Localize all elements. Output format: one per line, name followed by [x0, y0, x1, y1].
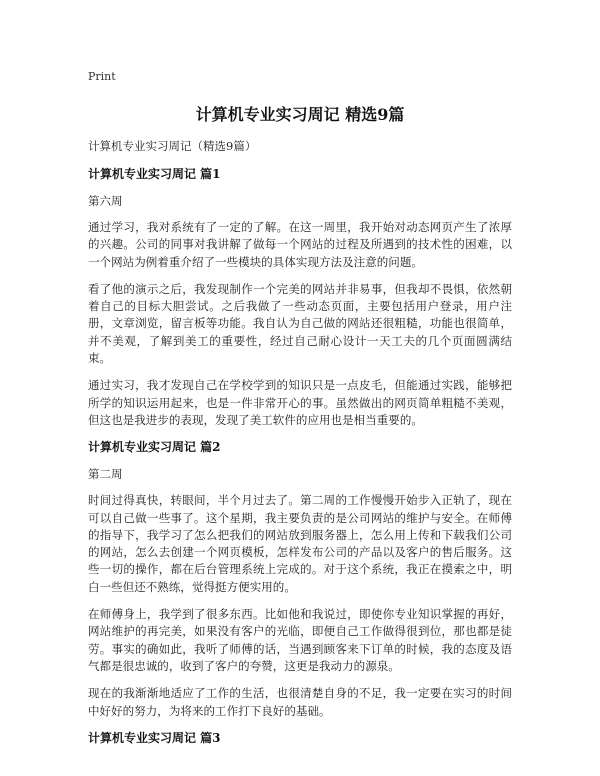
- week-label: 第二周: [88, 467, 123, 482]
- paragraph: 通过实习，我才发现自己在学校学到的知识只是一点皮毛，但能通过实践，能够把所学的知识运用起来，也是一件非常开心的事。虽然做出的网页简单粗糙不美观，但这也是我进步的表现，发现了美工软件的应用也是相当重要的。: [88, 378, 512, 427]
- section-1: [88, 166, 512, 429]
- paragraph: 通过学习，我对系统有了一定的了解。在这一周里，我开始对动态网页产生了浓厚的兴趣。公司的同事对我讲解了做每一个网站的过程及所遇到的技术性的困难，以一个网站为例着重介绍了一些模块的具体实现方法及注意的问题。: [88, 220, 512, 269]
- paragraph: 现在的我渐渐地适应了工作的生活，也很清楚自身的不足，我一定要在实习的时间中好好的努力，为将来的工作打下良好的基础。: [88, 686, 512, 718]
- week-label: 第六周: [88, 194, 123, 208]
- paragraph: 时间过得真快，转眼间，半个月过去了。第二周的工作慢慢开始步入正轨了，现在可以自己做一些事了。这个星期，我主要负责的是公司网站的维护与安全。在师傅的指导下，我学习了怎么把我们的网站放到服务器上，怎么用上传和下载我们公司的网站，怎么去创建一个网页模板，怎样发布公司的产品以及客户的售后服务。这些一切的操作，都在后台管理系统上完成的。对于这个系统，我正在摸索之中，明白一些但还不熟练，觉得挺方便实用的。: [88, 493, 512, 594]
- section-heading: 计算机专业实习周记 篇3: [88, 730, 221, 745]
- print-link[interactable]: Print: [88, 70, 116, 83]
- paragraph: 看了他的演示之后，我发现制作一个完美的网站并非易事，但我却不畏惧，依然朝着自己的目标大胆尝试。之后我做了一些动态页面，主要包括用户登录，用户注册，文章浏览，留言板等功能。我自认为自己做的网站还很粗糙，功能也很简单，并不美观，了解到美工的重要性，经过自己耐心设计一天工夫的几个页面圆满结束。: [88, 281, 512, 366]
- document-title: 计算机专业实习周记 精选9篇: [195, 105, 405, 124]
- document-subtitle: 计算机专业实习周记（精选9篇）: [88, 139, 257, 153]
- section-3: [88, 730, 512, 747]
- section-heading: 计算机专业实习周记 篇1: [88, 167, 221, 181]
- paragraph: 在师傅身上，我学到了很多东西。比如他和我说过，即使你专业知识掌握的再好，网站维护的再完美，如果没有客户的光临，即便自己工作做得很到位，那也都是徒劳。事实的确如此，我听了师傅的话，当遇到顾客来下订单的时候，我的态度及语气都是很忠诚的，收到了客户的夸赞，这更是我动力的源泉。: [88, 607, 512, 673]
- section-2: [88, 439, 512, 720]
- section-heading: 计算机专业实习周记 篇2: [88, 440, 221, 455]
